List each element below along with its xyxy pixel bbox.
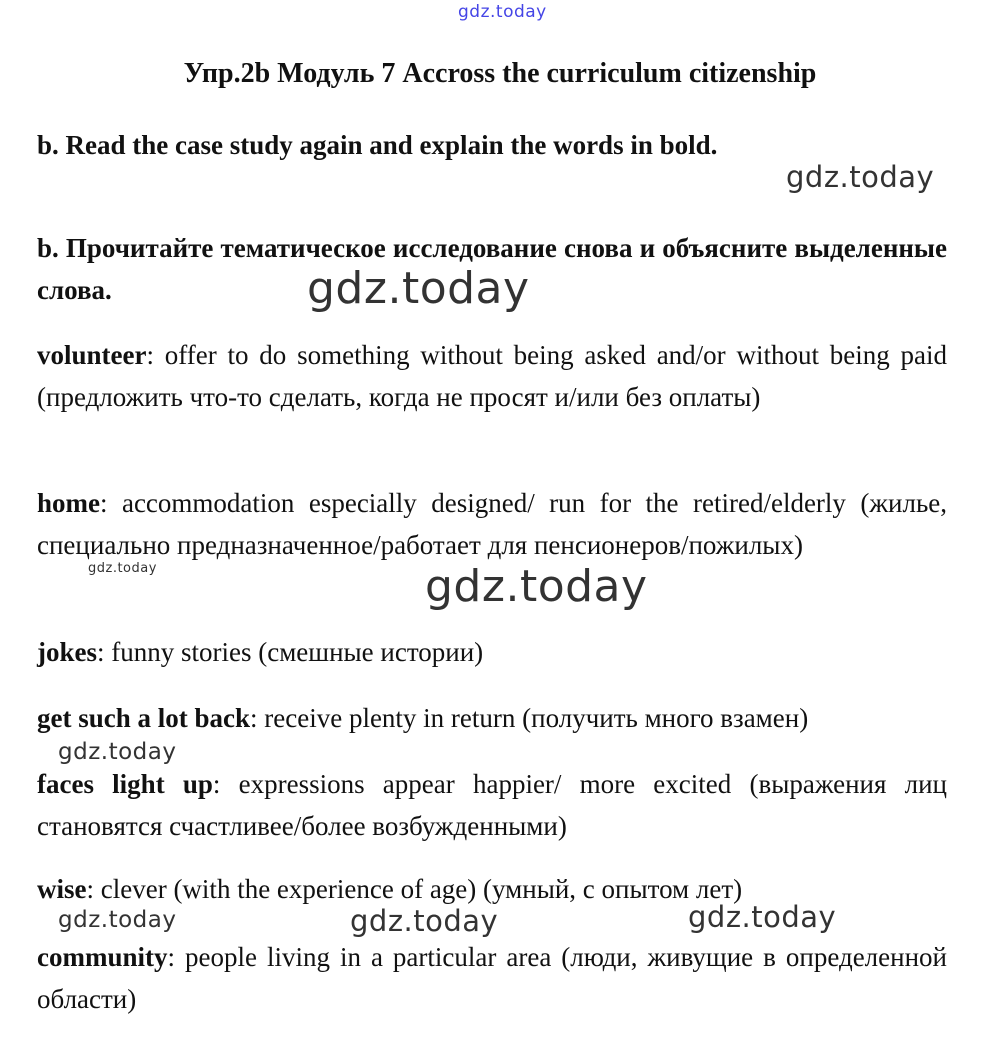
watermark: gdz.today: [786, 160, 935, 194]
definition: : accommodation especially designed/ run for the retired/elderly (жилье, специально предназначенное/работает для пенсионеров/пожилых): [37, 488, 947, 560]
task-english: b. Read the case study again and explain the words in bold.: [37, 130, 718, 160]
term: home: [37, 488, 100, 518]
definition: : expressions appear happier/ more excited (выражения лиц становятся счастливее/более возбужденными): [37, 769, 947, 841]
term: volunteer: [37, 340, 147, 370]
watermark: gdz.today: [425, 561, 648, 612]
definition: : people living in a particular area (люди, живущие в определенной области): [37, 942, 947, 1014]
watermark: gdz.today: [88, 561, 157, 576]
task-russian: b. Прочитайте тематическое исследование снова и объясните выделенные слова.: [37, 233, 947, 305]
watermark-top: gdz.today: [458, 2, 547, 22]
term: faces light up: [37, 769, 213, 799]
entry-get-back: [37, 697, 947, 739]
term: wise: [37, 874, 87, 904]
entry-volunteer: [37, 334, 947, 418]
definition: : clever (with the experience of age) (умный, с опытом лет): [86, 874, 743, 904]
definition: : offer to do something without being asked and/or without being paid (предложить что-то сделать, когда не просят и/или без оплаты): [37, 340, 947, 412]
term: get such a lot back: [37, 703, 251, 733]
page-title: Упр.2b Модуль 7 Accross the curriculum citizenship: [183, 58, 817, 89]
watermark: gdz.today: [307, 263, 530, 314]
definition: : funny stories (смешные истории): [97, 637, 484, 667]
entry-jokes: [37, 631, 947, 673]
term: jokes: [37, 637, 97, 667]
watermark: gdz.today: [688, 900, 837, 934]
watermark: gdz.today: [58, 739, 177, 765]
entry-home: [37, 482, 947, 566]
definition: : receive plenty in return (получить много взамен): [250, 703, 809, 733]
watermark: gdz.today: [350, 904, 499, 938]
watermark: gdz.today: [58, 907, 177, 933]
term: community: [37, 942, 168, 972]
entry-faces-light-up: [37, 763, 947, 847]
entry-community: [37, 936, 947, 1020]
